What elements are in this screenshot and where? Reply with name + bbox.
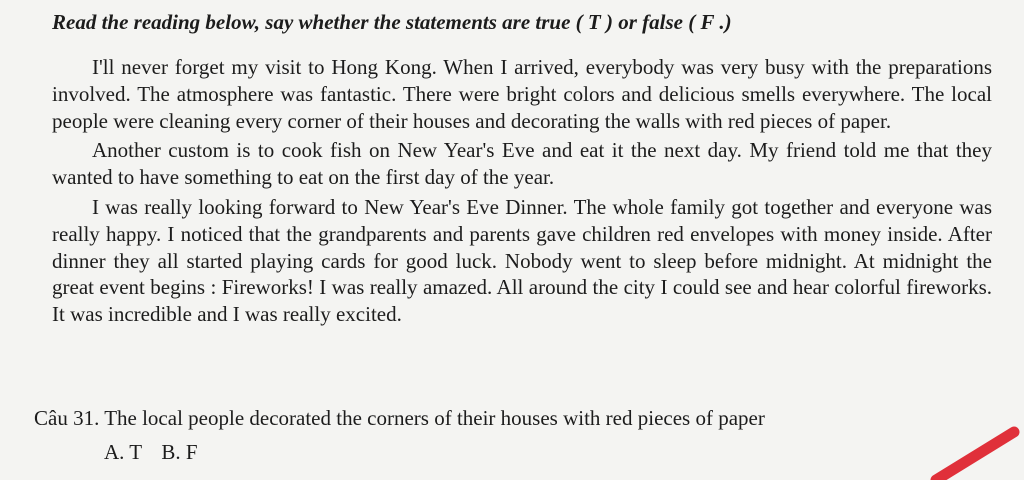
- red-pen-stroke-icon: [914, 410, 1024, 480]
- option-a[interactable]: A. T: [104, 440, 143, 464]
- reading-passage: [52, 54, 992, 331]
- passage-paragraph-2: Another custom is to cook fish on New Year's Eve and eat it the next day. My friend told me that they wanted to have something to eat on the first day of the year.: [52, 138, 992, 190]
- option-b[interactable]: B. F: [161, 440, 198, 464]
- passage-paragraph-3: I was really looking forward to New Year's Eve Dinner. The whole family got together and everyone was really happy. I noticed that the grandparents and parents gave children red envelopes with money inside. After dinner they all started playing cards for good luck. Nobody went to sleep before midnight. At midnight the great event begins : Fireworks! I was really amazed. All around the city I could see and hear colorful fireworks. It was incredible and I was really excited.: [52, 194, 992, 327]
- question-31: Câu 31. The local people decorated the corners of their houses with red pieces of paper: [34, 406, 765, 430]
- answer-options: [104, 440, 212, 465]
- passage-paragraph-1: I'll never forget my visit to Hong Kong. When I arrived, everybody was very busy with the preparations involved. The atmosphere was fantastic. There were bright colors and delicious smells everywhere. The local people were cleaning every corner of their houses and decorating the walls with red pieces of paper.: [52, 55, 992, 133]
- instruction-heading: Read the reading below, say whether the statements are true ( T ) or false ( F .): [52, 10, 732, 34]
